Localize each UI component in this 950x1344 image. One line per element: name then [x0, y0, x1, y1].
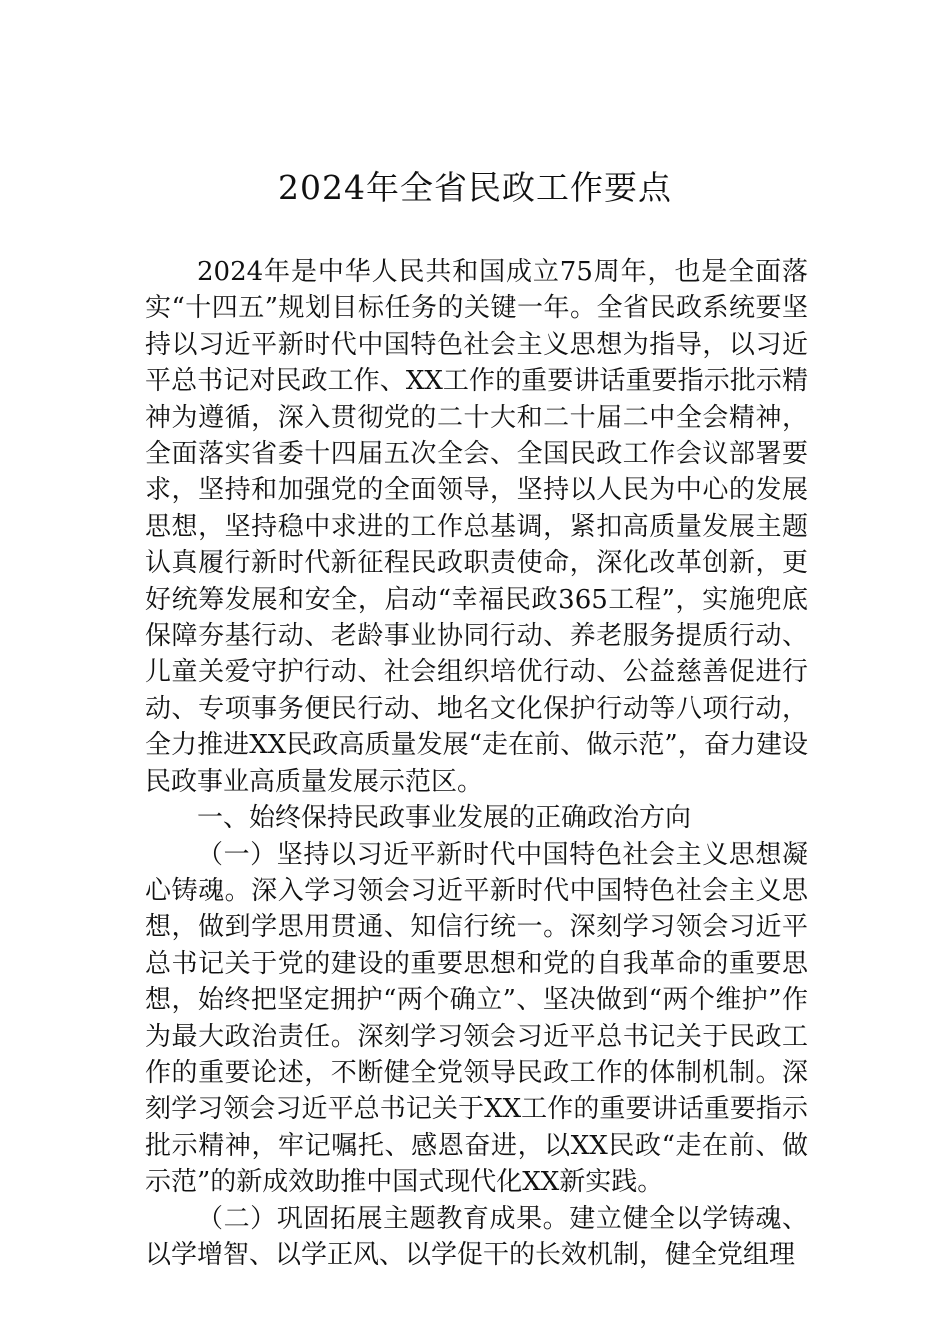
document-title: 2024年全省民政工作要点 — [278, 168, 672, 207]
intro-paragraph: 2024年是中华人民共和国成立75周年，也是全面落实“十四五”规划目标任务的关键一年。全省民政系统要坚持以习近平新时代中国特色社会主义思想为指导，以习近平总书记对民政工作、XX工作的重要讲话重要指示批示精神为遵循，深入贯彻党的二十大和二十届二中全会精神，全面落实省委十四届五次全会、全国民政工作会议部署要求，坚持和加强党的全面领导，坚持以人民为中心的发展思想，坚持稳中求进的工作总基调，紧扣高质量发展主题认真履行新时代新征程民政职责使命，深化改革创新，更好统筹发展和安全，启动“幸福民政365工程”，实施兜底保障夯基行动、老龄事业协同行动、养老服务提质行动、儿童关爱守护行动、社会组织培优行动、公益慈善促进行动、专项事务便民行动、地名文化保护行动等八项行动，全力推进XX民政高质量发展“走在前、做示范”，奋力建设民政事业高质量发展示范区。 — [145, 257, 808, 797]
section-heading-1: 一、始终保持民政事业发展的正确政治方向 — [197, 803, 692, 834]
subsection-paragraph-1: （一）坚持以习近平新时代中国特色社会主义思想凝心铸魂。深入学习领会习近平新时代中国特色社会主义思想，做到学思用贯通、知信行统一。深刻学习领会习近平总书记关于党的建设的重要思想和党的自我革命的重要思想，始终把坚定拥护“两个确立”、坚决做到“两个维护”作为最大政治责任。深刻学习领会习近平总书记关于民政工作的重要论述，不断健全党领导民政工作的体制机制。深刻学习领会习近平总书记关于XX工作的重要讲话重要指示批示精神，牢记嘱托、感恩奋进，以XX民政“走在前、做示范”的新成效助推中国式现代化XX新实践。 — [145, 839, 808, 1198]
subsection-paragraph-2: （二）巩固拓展主题教育成果。建立健全以学铸魂、以学增智、以学正风、以学促干的长效机制，健全党组理 — [145, 1203, 808, 1270]
document-body — [145, 254, 808, 1273]
